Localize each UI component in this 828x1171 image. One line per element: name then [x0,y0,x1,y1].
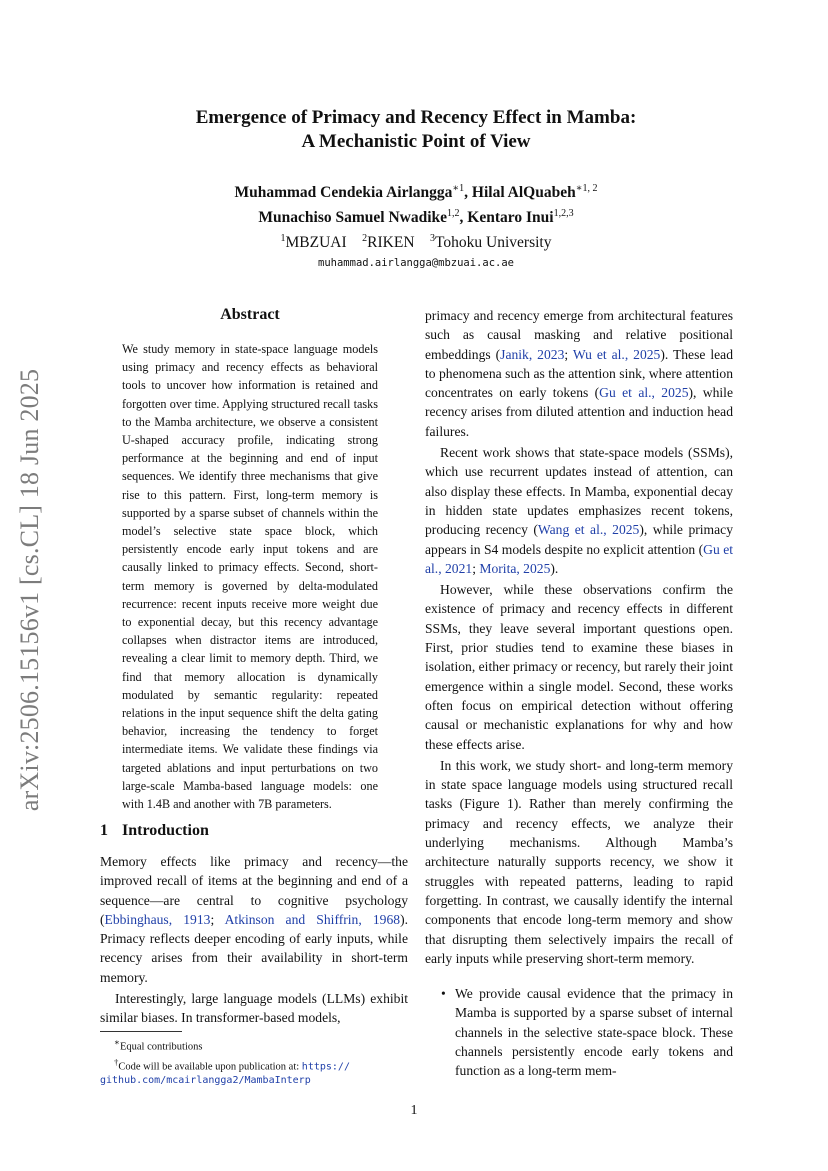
affiliations [100,228,732,253]
code-url-link[interactable]: https:// [301,1061,350,1072]
contact-email[interactable]: muhammad.airlangga@mbzuai.ac.ae [318,257,514,270]
author-affiliation-mark: ∗1 [452,183,465,194]
author-affiliation-mark: 1,2,3 [553,208,574,220]
body-paragraph-3: However, while these observations confirm the existence of primacy and recency effects in different SSMs, they leave several important questions open. First, prior studies tend to examine these biases in isolation, either primacy or recency, but rarely their joint emergence within a single model. Second, these works often focus on empirical detection without offering causal or mechanistic explanations for why and how these effects arise. [425,582,733,752]
author-name: Hilal AlQuabeh [471,184,576,202]
paragraph-text: primacy and recency emerge from architectural features such as causal masking and relative positional embeddings ( [425,308,733,362]
contribution-bullet-1 [425,984,733,1080]
affiliation: MBZUAI [285,234,347,252]
title-line-1: Emergence of Primacy and Recency Effect in Mamba: [195,107,637,128]
section-title: Introduction [122,822,209,839]
paragraph-text: ). These lead to phenomena such as the attention sink, where attention concentrates on early tokens ( [425,346,733,401]
bullet-marker: • [441,986,446,1002]
citation-link[interactable]: Wu et al., 2025 [572,346,661,362]
section-heading-introduction [100,822,223,840]
citation-link[interactable]: Janik, 2023 [500,346,565,362]
bullet-text: We provide causal evidence that the primacy in Mamba is supported by a sparse subset of internal channels in the selective state-space block. These channels persistently encode early tokens and function as a long-term mem- [455,986,733,1079]
paragraph-text: ). Primacy reflects deeper encoding of early inputs, while recency arises from their availability in short-term memory. [100,911,408,985]
code-url-link-continued[interactable]: github.com/mcairlangga2/MambaInterp [100,1075,311,1086]
affiliation: Tohoku University [435,234,552,252]
arxiv-identifier: arXiv:2506.15156v1 [cs.CL] 18 Jun 2025 [15,368,44,812]
paragraph-text: ), while primacy appears in S4 models despite no explicit attention ( [425,522,733,557]
paragraph-text: ), while recency arises from diluted attention and induction head failures. [425,385,733,439]
abstract-text: We study memory in state-space language models using primacy and recency effects as behavioral tools to uncover how information is retained and forgotten over time. Applying structured recall tasks to the Mamba architecture, we observe a consistent U-shaped accuracy profile, indicating strong performance at the beginning and end of input sequences. We identify three mechanisms that give rise to this pattern. First, long-term memory is supported by a sparse subset of channels within the model’s selective state space block, which persistently encode early input tokens and are causally linked to primacy effects. Second, short-term memory is governed by delta-modulated recurrence: recent inputs receive more weight due to exponential decay, but this recency advantage collapses when distractor items are introduced, revealing a clear limit to memory depth. Third, we find that memory allocation is dynamically modulated by semantic regularity: repeated relations in the input sequence shift the delta gating behavior, increasing the tendency to forget intermediate items. We validate these findings via targeted ablations and input perturbations on two large-scale Mamba-based language models: one with 1.4B and another with 7B parameters. [122,342,378,812]
arxiv-identifier-margin [0,340,60,840]
intro-paragraph-2: Interestingly, large language models (LLMs) exhibit similar biases. In transformer-based models, [100,991,408,1026]
body-paragraph-2 [425,443,733,578]
footnote-text: Equal contributions [119,1041,203,1053]
paragraph-text: ). [550,560,559,576]
left-column-body [100,852,408,1028]
footnote-mark: † [114,1056,119,1067]
author-affiliation-mark: 1,2 [447,208,460,220]
page-number: 1 [410,1103,418,1118]
abstract-heading: Abstract [220,306,280,323]
paragraph-text: Recent work shows that state-space models (SSMs), which use recurrent updates instead of attention, can also display these effects. In Mamba, exponential decay in hidden state updates emphasizes recent tokens, producing recency ( [425,445,733,538]
citation-link[interactable]: Gu et al., 2025 [599,385,689,401]
author-name: Munachiso Samuel Nwadike [258,209,448,227]
affiliation-mark: 2 [362,233,368,245]
author-separator: , [459,209,468,227]
citation-link[interactable]: Atkinson and Shiffrin, 1968 [224,911,401,927]
paper-title [100,106,732,154]
author-name: Muhammad Cendekia Airlangga [234,184,453,202]
citation-link[interactable]: Ebbinghaus, 1913 [104,911,211,927]
author-line-1 [100,178,732,203]
citation-link[interactable]: Wang et al., 2025 [537,522,640,538]
intro-paragraph-1 [100,852,408,987]
footnote-rule [100,1031,182,1032]
author-separator: , [464,184,472,202]
section-number: 1 [100,822,108,839]
citation-link[interactable]: Gu et al., 2021 [425,541,733,576]
citation-separator: ; [472,560,480,576]
citation-separator: ; [210,911,225,927]
right-column-body [425,306,733,1081]
footnotes [100,1035,408,1088]
paragraph-text: Memory effects like primacy and recency—the improved recall of items at the beginning and end of a sequence—are central to cognitive psychology ( [100,854,408,927]
author-name: Kentaro Inui [467,209,554,227]
body-paragraph-4: In this work, we study short- and long-term memory in state space language models using structured recall tasks (Figure 1). Rather than merely confirming the primacy and recency effects, we analyze their underlying mechanisms. Although Mamba’s architecture naturally supports recency, we show it struggles with repeated patterns, leading to rapid forgetting. In contrast, we causally identify the internal components that encode long-term memory and show that disrupting them selectively impairs the recall of early inputs while preserving short-term memory. [425,757,733,966]
author-block [100,178,732,274]
citation-separator: ; [564,346,573,362]
footnote-mark: ∗ [114,1037,120,1047]
footnote-code-availability [100,1055,408,1089]
author-affiliation-mark: ∗1, 2 [575,183,598,194]
affiliation-mark: 3 [430,233,436,245]
body-paragraph-1 [425,306,733,441]
footnote-equal-contribution [100,1035,408,1055]
footnote-text: Code will be available upon publication at: [118,1061,302,1072]
author-line-2 [100,203,732,228]
citation-link[interactable]: Morita, 2025 [479,560,551,576]
affiliation: RIKEN [367,234,415,252]
title-line-2: A Mechanistic Point of View [301,131,531,152]
affiliation-mark: 1 [280,233,286,245]
